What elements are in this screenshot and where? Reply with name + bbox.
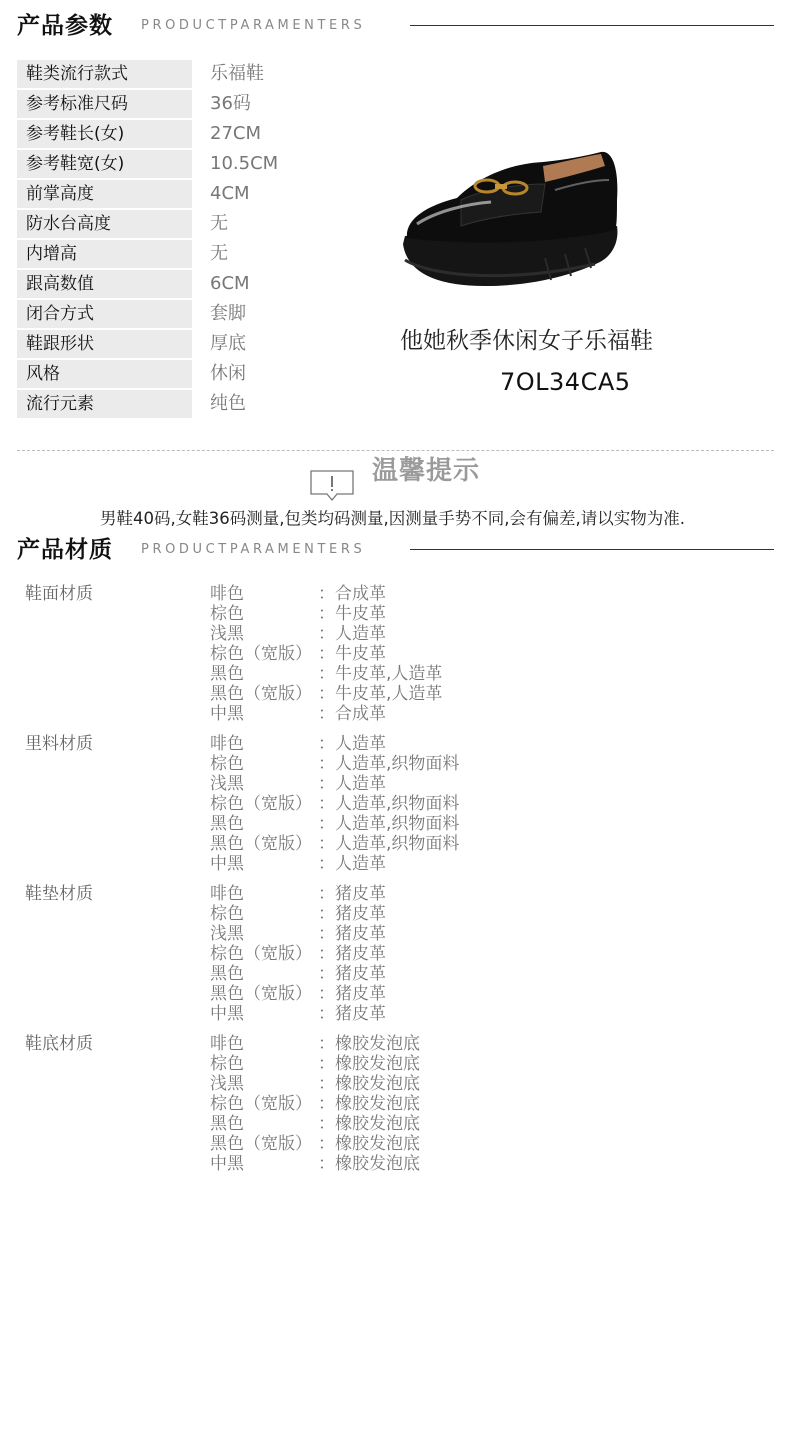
material-color: 棕色（宽版）: [210, 794, 312, 814]
param-row: [17, 90, 517, 118]
param-row: [17, 390, 517, 418]
header-rule: [410, 25, 774, 26]
param-value: 36码: [210, 93, 251, 114]
param-value: 27CM: [210, 123, 262, 144]
material-color: 棕色（宽版）: [210, 644, 312, 664]
material-value: ：人造革,织物面料: [318, 834, 460, 854]
param-value: 纯色: [210, 393, 246, 414]
material-color: 黑色（宽版）: [210, 1134, 312, 1154]
material-value: ：橡胶发泡底: [318, 1034, 420, 1054]
material-value: ：牛皮革,人造革: [318, 684, 443, 704]
param-value: 乐福鞋: [210, 63, 264, 84]
material-value: ：猪皮革: [318, 944, 386, 964]
material-color: 浅黑: [210, 1074, 244, 1094]
param-label: 防水台高度: [17, 210, 192, 238]
material-value: ：人造革: [318, 624, 386, 644]
material-value: ：人造革,织物面料: [318, 814, 460, 834]
material-color: 黑色（宽版）: [210, 834, 312, 854]
material-color: 中黑: [210, 704, 244, 724]
material-color: 棕色: [210, 604, 244, 624]
param-label: 内增高: [17, 240, 192, 268]
material-color: 中黑: [210, 1154, 244, 1174]
material-color: 啡色: [210, 584, 244, 604]
param-label: 跟高数值: [17, 270, 192, 298]
material-color: 棕色（宽版）: [210, 1094, 312, 1114]
param-value: 6CM: [210, 273, 250, 294]
param-value: 10.5CM: [210, 153, 279, 174]
material-value: ：猪皮革: [318, 964, 386, 984]
material-value: ：牛皮革,人造革: [318, 664, 443, 684]
param-label: 参考鞋宽(女): [17, 150, 192, 178]
material-value: ：猪皮革: [318, 1004, 386, 1024]
material-value: ：橡胶发泡底: [318, 1114, 420, 1134]
param-label: 流行元素: [17, 390, 192, 418]
material-label: 里料材质: [25, 734, 93, 754]
material-color: 啡色: [210, 734, 244, 754]
material-color: 啡色: [210, 884, 244, 904]
param-label: 风格: [17, 360, 192, 388]
material-color: 黑色: [210, 814, 244, 834]
materials-subtitle: PRODUCTPARAMENTERS: [141, 542, 366, 557]
material-value: ：猪皮革: [318, 884, 386, 904]
material-value: ：橡胶发泡底: [318, 1054, 420, 1074]
param-value: 4CM: [210, 183, 250, 204]
param-value: 无: [210, 243, 228, 264]
param-label: 参考鞋长(女): [17, 120, 192, 148]
material-color: 棕色: [210, 904, 244, 924]
material-color: 中黑: [210, 1004, 244, 1024]
material-value: ：合成革: [318, 584, 386, 604]
material-value: ：合成革: [318, 704, 386, 724]
material-value: ：牛皮革: [318, 604, 386, 624]
product-code: 7OL34CA5: [500, 368, 631, 396]
material-color: 黑色: [210, 664, 244, 684]
param-label: 鞋跟形状: [17, 330, 192, 358]
param-value: 无: [210, 213, 228, 234]
material-value: ：猪皮革: [318, 984, 386, 1004]
material-value: ：牛皮革: [318, 644, 386, 664]
param-row: [17, 360, 517, 388]
material-value: ：猪皮革: [318, 924, 386, 944]
notice-title: 温馨提示: [372, 456, 481, 486]
param-label: 前掌高度: [17, 180, 192, 208]
material-color: 棕色: [210, 754, 244, 774]
loafer-shoe-image: [395, 140, 635, 300]
params-title: 产品参数: [17, 13, 113, 39]
material-color: 浅黑: [210, 624, 244, 644]
header-rule: [410, 549, 774, 550]
notice-text: 男鞋40码,女鞋36码测量,包类均码测量,因测量手势不同,会有偏差,请以实物为准.: [100, 509, 685, 528]
material-color: 中黑: [210, 854, 244, 874]
material-value: ：猪皮革: [318, 904, 386, 924]
materials-section-header: [0, 530, 790, 570]
material-value: ：人造革: [318, 774, 386, 794]
params-section-header: [0, 6, 790, 46]
material-color: 浅黑: [210, 774, 244, 794]
material-value: ：人造革,织物面料: [318, 794, 460, 814]
material-color: 黑色（宽版）: [210, 984, 312, 1004]
material-value: ：橡胶发泡底: [318, 1094, 420, 1114]
param-label: 闭合方式: [17, 300, 192, 328]
material-value: ：橡胶发泡底: [318, 1134, 420, 1154]
notice-speech-bubble-icon: [310, 470, 354, 502]
param-value: 休闲: [210, 363, 246, 384]
product-name: 他她秋季休闲女子乐福鞋: [400, 328, 653, 354]
material-value: ：橡胶发泡底: [318, 1154, 420, 1174]
param-value: 套脚: [210, 303, 246, 324]
param-row: [17, 300, 517, 328]
material-color: 黑色: [210, 1114, 244, 1134]
material-color: 棕色: [210, 1054, 244, 1074]
material-color: 浅黑: [210, 924, 244, 944]
material-color: 棕色（宽版）: [210, 944, 312, 964]
material-value: ：橡胶发泡底: [318, 1074, 420, 1094]
dashed-divider: [17, 450, 774, 451]
params-subtitle: PRODUCTPARAMENTERS: [141, 18, 366, 33]
material-value: ：人造革: [318, 854, 386, 874]
material-label: 鞋垫材质: [25, 884, 93, 904]
param-label: 鞋类流行款式: [17, 60, 192, 88]
param-value: 厚底: [210, 333, 246, 354]
material-value: ：人造革,织物面料: [318, 754, 460, 774]
material-color: 啡色: [210, 1034, 244, 1054]
param-row: [17, 60, 517, 88]
material-label: 鞋底材质: [25, 1034, 93, 1054]
material-color: 黑色: [210, 964, 244, 984]
param-label: 参考标准尺码: [17, 90, 192, 118]
materials-title: 产品材质: [17, 537, 113, 563]
material-value: ：人造革: [318, 734, 386, 754]
material-color: 黑色（宽版）: [210, 684, 312, 704]
material-label: 鞋面材质: [25, 584, 93, 604]
